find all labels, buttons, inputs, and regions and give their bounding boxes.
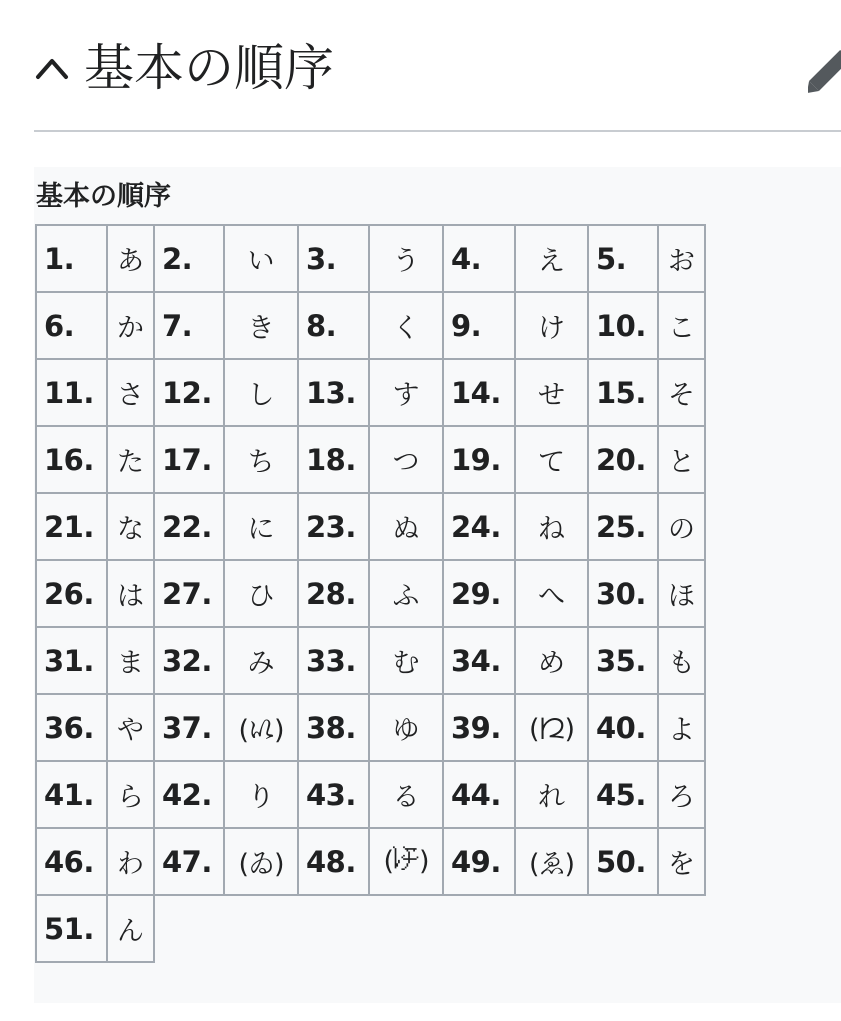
pencil-icon[interactable] [808,46,841,94]
order-number: 41. [36,761,107,828]
empty-cell [154,895,224,962]
order-number: 8. [298,292,369,359]
empty-cell [443,895,515,962]
section-title: 基本の順序 [84,39,334,97]
empty-cell [658,895,705,962]
kana-character: う [369,225,443,292]
order-number: 43. [298,761,369,828]
kana-character: し [224,359,298,426]
order-number: 19. [443,426,515,493]
section-header [0,0,841,132]
kana-character: ゆ [369,694,443,761]
order-number: 25. [588,493,658,560]
kana-character: ま [107,627,154,694]
order-number: 50. [588,828,658,895]
order-number: 21. [36,493,107,560]
kana-character: け [515,292,588,359]
kana-character: や [107,694,154,761]
kana-order-table [35,224,706,963]
order-number: 36. [36,694,107,761]
kana-character: ね [515,493,588,560]
order-number: 4. [443,225,515,292]
order-number: 28. [298,560,369,627]
kana-character: と [658,426,705,493]
order-number: 1. [36,225,107,292]
order-number: 18. [298,426,369,493]
empty-cell [224,895,298,962]
order-number: 42. [154,761,224,828]
kana-character: も [658,627,705,694]
kana-character: (ゐ) [224,828,298,895]
kana-character: ほ [658,560,705,627]
table-row [36,627,705,694]
order-number: 7. [154,292,224,359]
table-row [36,761,705,828]
chevron-up-icon[interactable] [34,52,70,82]
kana-character: よ [658,694,705,761]
kana-character: ろ [658,761,705,828]
table-row [36,493,705,560]
kana-character: ひ [224,560,298,627]
kana-character: ぬ [369,493,443,560]
section-divider [34,130,841,132]
table-row [36,225,705,292]
order-number: 49. [443,828,515,895]
table-row [36,694,705,761]
kana-character: つ [369,426,443,493]
table-row [36,292,705,359]
order-number: 2. [154,225,224,292]
kana-character: せ [515,359,588,426]
kana-character: に [224,493,298,560]
order-number: 39. [443,694,515,761]
empty-cell [588,895,658,962]
order-number: 9. [443,292,515,359]
kana-character: (𛀆) [224,694,298,761]
kana-character: (ゑ) [515,828,588,895]
empty-cell [369,895,443,962]
order-number: 31. [36,627,107,694]
order-number: 5. [588,225,658,292]
kana-character: の [658,493,705,560]
order-number: 33. [298,627,369,694]
order-number: 30. [588,560,658,627]
kana-character: め [515,627,588,694]
order-table-panel [34,167,841,1003]
order-number: 27. [154,560,224,627]
kana-character: (𛀁) [515,694,588,761]
kana-character: さ [107,359,154,426]
kana-character: こ [658,292,705,359]
kana-character: き [224,292,298,359]
order-number: 20. [588,426,658,493]
kana-character: (𛄟) [369,828,443,895]
order-number: 13. [298,359,369,426]
order-number: 29. [443,560,515,627]
kana-character: ら [107,761,154,828]
kana-character: る [369,761,443,828]
order-number: 15. [588,359,658,426]
kana-character: は [107,560,154,627]
kana-character: そ [658,359,705,426]
empty-cell [515,895,588,962]
order-number: 44. [443,761,515,828]
order-number: 24. [443,493,515,560]
table-body [36,225,705,962]
order-number: 16. [36,426,107,493]
order-number: 47. [154,828,224,895]
kana-character: て [515,426,588,493]
order-number: 17. [154,426,224,493]
order-number: 40. [588,694,658,761]
order-number: 3. [298,225,369,292]
order-number: 11. [36,359,107,426]
kana-character: な [107,493,154,560]
order-number: 38. [298,694,369,761]
order-number: 32. [154,627,224,694]
kana-character: ち [224,426,298,493]
order-number: 6. [36,292,107,359]
kana-character: い [224,225,298,292]
kana-character: く [369,292,443,359]
order-number: 51. [36,895,107,962]
kana-character: わ [107,828,154,895]
kana-character: ふ [369,560,443,627]
order-number: 35. [588,627,658,694]
table-row [36,426,705,493]
order-number: 22. [154,493,224,560]
order-number: 23. [298,493,369,560]
kana-character: あ [107,225,154,292]
kana-character: む [369,627,443,694]
order-number: 12. [154,359,224,426]
kana-character: お [658,225,705,292]
kana-character: を [658,828,705,895]
order-number: 46. [36,828,107,895]
kana-character: た [107,426,154,493]
table-row [36,895,705,962]
order-number: 48. [298,828,369,895]
order-number: 34. [443,627,515,694]
table-row [36,560,705,627]
kana-character: ん [107,895,154,962]
order-number: 45. [588,761,658,828]
table-row [36,828,705,895]
order-number: 10. [588,292,658,359]
empty-cell [298,895,369,962]
order-number: 37. [154,694,224,761]
kana-character: え [515,225,588,292]
order-number: 14. [443,359,515,426]
kana-character: り [224,761,298,828]
kana-character: み [224,627,298,694]
table-caption: 基本の順序 [36,181,171,212]
order-number: 26. [36,560,107,627]
kana-character: か [107,292,154,359]
table-row [36,359,705,426]
kana-character: す [369,359,443,426]
kana-character: へ [515,560,588,627]
kana-character: れ [515,761,588,828]
